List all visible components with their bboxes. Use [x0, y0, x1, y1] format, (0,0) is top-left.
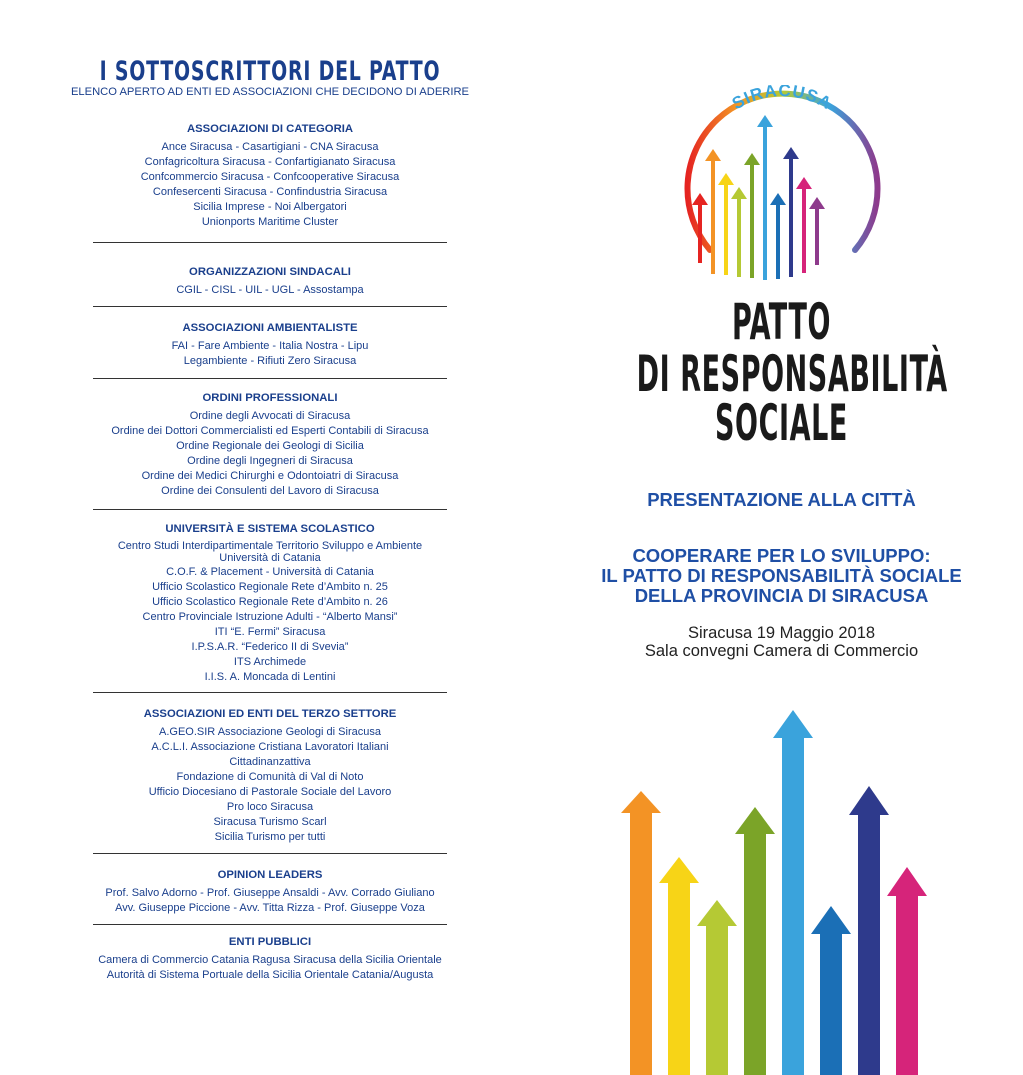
- list-item: Ufficio Scolastico Regionale Rete d’Ambito n. 26: [152, 596, 388, 608]
- logo-arc: [688, 94, 878, 250]
- list-item: Centro Studi Interdipartimentale Territorio Sviluppo e Ambiente: [117, 540, 423, 552]
- list-item: A.C.L.I. Associazione Cristiana Lavoratori Italiani: [151, 741, 389, 753]
- list-item: Ufficio Scolastico Regionale Rete d’Ambito n. 25: [152, 581, 388, 593]
- event-date: Siracusa 19 Maggio 2018: [687, 624, 876, 642]
- logo-title-line-2: DI RESPONSABILITÀ: [636, 345, 948, 403]
- list-item: Ordine Regionale dei Geologi di Sicilia: [176, 440, 364, 452]
- logo-arrow-navy: [783, 147, 799, 277]
- list-item: FAI - Fare Ambiente - Italia Nostra - Lipu: [171, 340, 369, 352]
- divider: [93, 924, 447, 925]
- logo-arrows: [692, 115, 825, 280]
- divider: [93, 306, 447, 307]
- logo-arrow-orange: [705, 149, 721, 274]
- section-associazioni-ambientaliste: [93, 321, 447, 369]
- section-associazioni-categoria: [93, 122, 447, 230]
- list-item: Ufficio Diocesiano di Pastorale Sociale del Lavoro: [148, 786, 392, 798]
- logo-arrow-sky: [757, 115, 773, 280]
- signatories-subtitle: ELENCO APERTO AD ENTI ED ASSOCIAZIONI CHE DECIDONO DI ADERIRE: [70, 86, 470, 98]
- section-universita: [93, 522, 447, 685]
- patto-logo-icon: [665, 85, 900, 285]
- event-title-line-3: DELLA PROVINCIA DI SIRACUSA: [634, 585, 929, 606]
- event-venue: Sala convegni Camera di Commercio: [644, 642, 919, 660]
- section-heading: ORGANIZZAZIONI SINDACALI: [189, 266, 351, 278]
- event-title-line-1: COOPERARE PER LO SVILUPPO:: [632, 545, 931, 566]
- list-item: I.P.S.A.R. “Federico II di Svevia”: [191, 641, 349, 653]
- list-item: Confcommercio Siracusa - Confcooperative Siracusa: [140, 171, 400, 183]
- list-item: Centro Provinciale Istruzione Adulti - “Alberto Mansi”: [142, 611, 398, 623]
- section-terzo-settore: [93, 707, 447, 845]
- list-item: Pro loco Siracusa: [226, 801, 314, 813]
- list-item: Camera di Commercio Catania Ragusa Siracusa della Sicilia Orientale: [98, 954, 442, 966]
- divider: [93, 242, 447, 243]
- list-item: Sicilia Imprese - Noi Albergatori: [193, 201, 347, 213]
- section-heading: ORDINI PROFESSIONALI: [202, 392, 338, 404]
- arrow-lime: [697, 900, 737, 1075]
- list-item: Siracusa Turismo Scarl: [213, 816, 327, 828]
- list-item: Cittadinanzattiva: [229, 756, 311, 768]
- arrow-magenta: [887, 867, 927, 1075]
- section-organizzazioni-sindacali: [93, 265, 447, 298]
- logo-arrow-yellow: [718, 173, 734, 275]
- arrow-orange: [621, 791, 661, 1075]
- list-item: Università di Catania: [219, 552, 321, 564]
- list-item: Confesercenti Siracusa - Confindustria Siracusa: [152, 186, 388, 198]
- divider: [93, 692, 447, 693]
- list-item: Avv. Giuseppe Piccione - Avv. Titta Rizza - Prof. Giuseppe Voza: [115, 902, 425, 914]
- section-ordini-professionali: [93, 391, 447, 499]
- section-heading: UNIVERSITÀ E SISTEMA SCOLASTICO: [165, 523, 375, 535]
- arrow-yellow: [659, 857, 699, 1075]
- list-item: Fondazione di Comunità di Val di Noto: [176, 771, 364, 783]
- list-item: Legambiente - Rifiuti Zero Siracusa: [183, 355, 357, 367]
- section-heading: ASSOCIAZIONI DI CATEGORIA: [186, 123, 354, 135]
- list-item: Ance Siracusa - Casartigiani - CNA Siracusa: [161, 141, 379, 153]
- list-item: ITS Archimede: [233, 656, 307, 668]
- list-item: Ordine dei Consulenti del Lavoro di Siracusa: [161, 485, 379, 497]
- logo-arrow-magenta: [796, 177, 812, 273]
- list-item: Ordine degli Avvocati di Siracusa: [189, 410, 351, 422]
- section-heading: OPINION LEADERS: [217, 869, 323, 881]
- cover-column: [540, 0, 1023, 1075]
- list-item: ITI “E. Fermi” Siracusa: [214, 626, 326, 638]
- list-item: Ordine degli Ingegneri di Siracusa: [187, 455, 353, 467]
- list-item: I.I.S. A. Moncada di Lentini: [204, 671, 336, 683]
- divider: [93, 853, 447, 854]
- list-item: C.O.F. & Placement - Università di Catania: [166, 566, 374, 578]
- logo-arrow-blue: [770, 193, 786, 279]
- signatories-title: I SOTTOSCRITTORI DEL PATTO: [99, 56, 441, 87]
- event-title-line-2: IL PATTO DI RESPONSABILITÀ SOCIALE: [601, 565, 962, 586]
- section-opinion-leaders: [93, 868, 447, 916]
- signatories-column: [50, 56, 490, 983]
- divider: [93, 378, 447, 379]
- list-item: Sicilia Turismo per tutti: [214, 831, 326, 843]
- arrow-green: [735, 807, 775, 1075]
- logo-arrow-purple: [809, 197, 825, 265]
- logo-title-line-3: SOCIALE: [715, 394, 848, 452]
- section-enti-pubblici: [93, 935, 447, 983]
- logo-title-line-1: PATTO: [731, 293, 832, 351]
- logo-arrow-green: [744, 153, 760, 278]
- list-item: CGIL - CISL - UIL - UGL - Assostampa: [176, 284, 364, 296]
- logo-arrow-lime: [731, 187, 747, 277]
- list-item: Unionports Maritime Cluster: [201, 216, 339, 228]
- logo-arc-text: SIRACUSA: [728, 85, 836, 114]
- list-item: Ordine dei Medici Chirurghi e Odontoiatri di Siracusa: [141, 470, 399, 482]
- section-heading: ASSOCIAZIONI ED ENTI DEL TERZO SETTORE: [143, 708, 397, 720]
- section-heading: ENTI PUBBLICI: [228, 936, 312, 948]
- list-item: Ordine dei Dottori Commercialisti ed Esperti Contabili di Siracusa: [111, 425, 429, 437]
- arrow-sky: [773, 710, 813, 1075]
- presentation-label: PRESENTAZIONE ALLA CITTÀ: [647, 489, 916, 510]
- list-item: Prof. Salvo Adorno - Prof. Giuseppe Ansaldi - Avv. Corrado Giuliano: [105, 887, 435, 899]
- arrow-blue: [811, 906, 851, 1075]
- list-item: Confagricoltura Siracusa - Confartigianato Siracusa: [144, 156, 396, 168]
- list-item: Autorità di Sistema Portuale della Sicilia Orientale Catania/Augusta: [106, 969, 434, 981]
- section-heading: ASSOCIAZIONI AMBIENTALISTE: [182, 322, 358, 334]
- list-item: A.GEO.SIR Associazione Geologi di Siracusa: [159, 726, 381, 738]
- divider: [93, 509, 447, 510]
- decorative-arrows-icon: [610, 705, 930, 1075]
- arrow-navy: [849, 786, 889, 1075]
